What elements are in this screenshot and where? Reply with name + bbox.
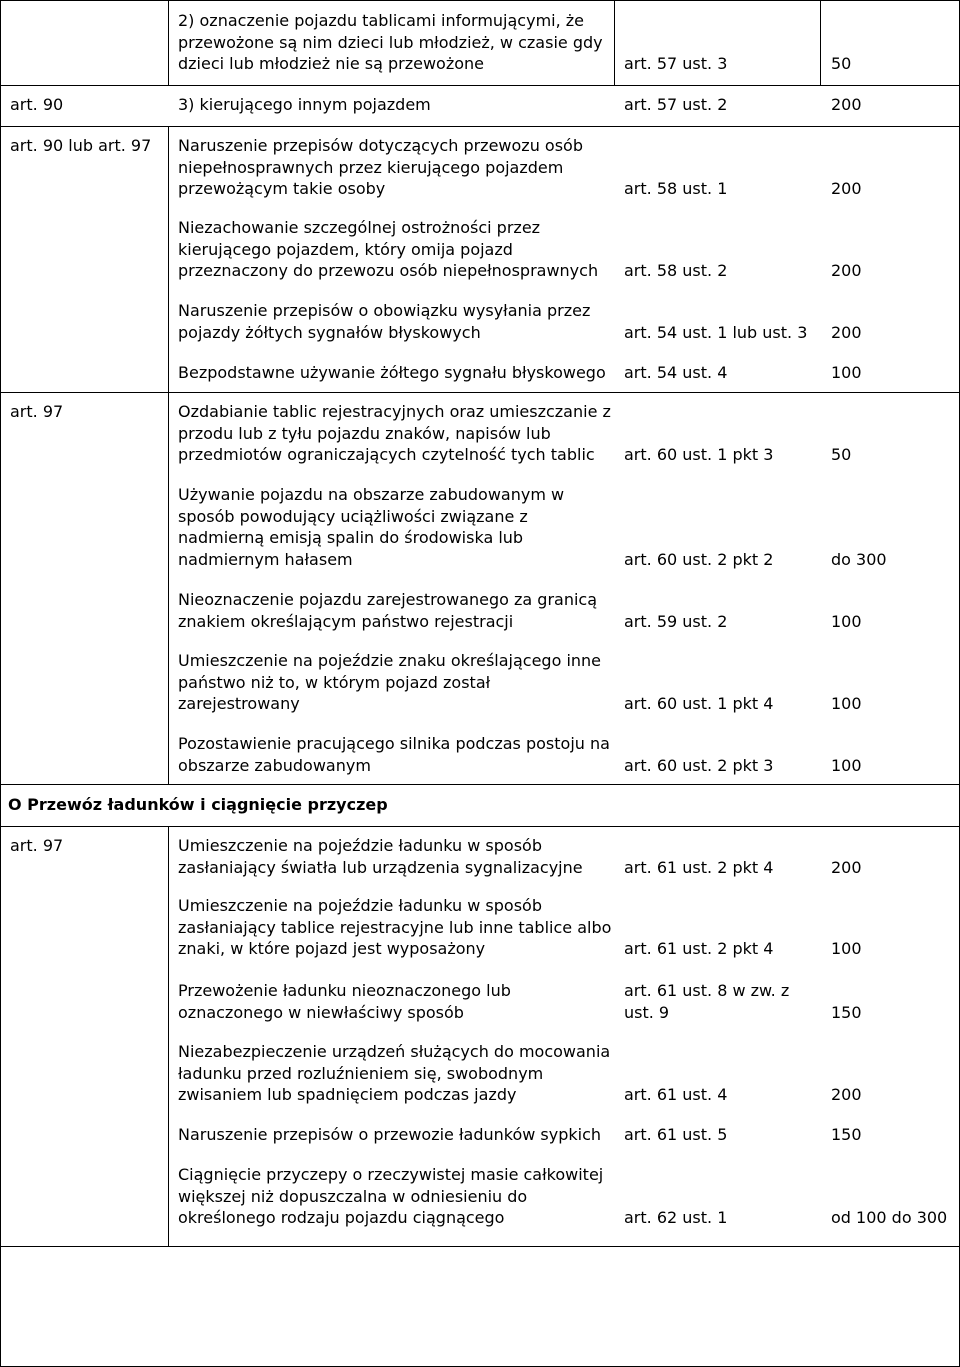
offence-description: Nieoznaczenie pojazdu zarejestrowanego za granicą xyxy=(178,590,598,609)
legal-reference: art. 61 ust. 8 w zw. z xyxy=(624,981,790,1000)
legal-reference: art. 61 ust. 5 xyxy=(624,1125,728,1144)
fine-amount: 200 xyxy=(831,1085,862,1104)
fine-amount: 100 xyxy=(831,363,862,382)
offence-description: nadmiernym hałasem xyxy=(178,549,353,569)
fine-amount: 200 xyxy=(831,857,862,877)
article-cell: art. 97 xyxy=(10,402,64,421)
legal-reference: art. 58 ust. 2 xyxy=(624,261,728,280)
offence-description: 3) kierującego innym pojazdem xyxy=(178,95,431,114)
legal-reference: art. 60 ust. 2 pkt 2 xyxy=(624,549,774,569)
col-divider-amount xyxy=(820,0,821,86)
offence-description: Przewożenie ładunku nieoznaczonego lub xyxy=(178,981,511,1000)
fine-amount: 100 xyxy=(831,939,862,958)
legal-reference: art. 54 ust. 4 xyxy=(624,363,728,382)
offence-description: Ozdabianie tablic rejestracyjnych oraz umieszczanie z xyxy=(178,402,611,421)
legal-reference: art. 61 ust. 4 xyxy=(624,1085,728,1104)
row-divider xyxy=(0,826,960,827)
offence-description: zwisaniem lub spadnięciem podczas jazdy xyxy=(178,1085,517,1104)
offence-description: znaki, w które pojazd jest wyposażony xyxy=(178,939,486,958)
row-divider xyxy=(0,392,960,393)
fine-amount: 200 xyxy=(831,95,862,114)
col-divider-desc xyxy=(168,0,169,86)
fine-amount: 100 xyxy=(831,755,862,775)
col-divider-desc xyxy=(168,126,169,392)
table-border-left xyxy=(0,0,1,1367)
offence-description: zasłaniający światła lub urządzenia sygnalizacyjne xyxy=(178,857,583,877)
offence-description: Naruszenie przepisów dotyczących przewozu osób xyxy=(178,136,583,155)
offence-description: przedmiotów ograniczających czytelność tych tablic xyxy=(178,445,595,464)
article-cell: art. 90 lub art. 97 xyxy=(10,136,152,155)
offence-description: Umieszczenie na pojeździe ładunku w sposób xyxy=(178,836,542,855)
offence-description: Bezpodstawne używanie żółtego sygnału błyskowego xyxy=(178,363,606,382)
offence-description: oznaczonego w niewłaściwy sposób xyxy=(178,1002,464,1022)
fine-amount: 200 xyxy=(831,179,862,198)
offence-description: przodu lub z tyłu pojazdu znaków, napisów lub xyxy=(178,423,551,443)
offence-description: Pozostawienie pracującego silnika podczas postoju na xyxy=(178,734,610,753)
fine-amount: 100 xyxy=(831,694,862,713)
offence-description: Naruszenie przepisów o obowiązku wysyłania przez xyxy=(178,301,591,320)
row-divider xyxy=(0,85,960,86)
col-divider-desc xyxy=(168,826,169,1246)
row-divider xyxy=(0,126,960,127)
section-heading: O Przewóz ładunków i ciągnięcie przyczep xyxy=(8,795,388,814)
article-cell: art. 90 xyxy=(10,95,64,114)
offence-description: przewożone są nim dzieci lub młodzież, w czasie gdy xyxy=(178,32,603,52)
offence-description: określonego rodzaju pojazdu ciągnącego xyxy=(178,1208,505,1227)
offence-description: zarejestrowany xyxy=(178,694,300,713)
offence-description: 2) oznaczenie pojazdu tablicami informującymi, że xyxy=(178,11,585,30)
offence-description: znakiem określającym państwo rejestracji xyxy=(178,611,514,631)
offence-description: kierującego pojazdem, który omija pojazd xyxy=(178,239,513,259)
fine-amount: 150 xyxy=(831,1002,862,1022)
offence-description: nadmierną emisją spalin do środowiska lub xyxy=(178,528,524,547)
row-divider xyxy=(0,1246,960,1247)
legal-reference: art. 57 ust. 3 xyxy=(624,54,728,73)
fine-amount: 50 xyxy=(831,445,852,464)
offence-description: państwo niż to, w którym pojazd został xyxy=(178,672,491,692)
row-divider xyxy=(0,784,960,785)
offence-description: Niezachowanie szczególnej ostrożności przez xyxy=(178,218,541,237)
legal-reference: art. 60 ust. 2 pkt 3 xyxy=(624,755,774,775)
fine-amount: do 300 xyxy=(831,549,887,569)
offence-description: Umieszczenie na pojeździe ładunku w sposób xyxy=(178,896,542,915)
offence-description: Używanie pojazdu na obszarze zabudowanym w xyxy=(178,485,565,504)
offence-description: sposób powodujący uciążliwości związane z xyxy=(178,506,528,526)
legal-reference: art. 61 ust. 2 pkt 4 xyxy=(624,939,774,958)
legal-reference: art. 61 ust. 2 pkt 4 xyxy=(624,857,774,877)
table-border-top xyxy=(0,0,960,1)
fine-amount: od 100 do 300 xyxy=(831,1208,948,1227)
offence-description: Naruszenie przepisów o przewozie ładunków sypkich xyxy=(178,1125,602,1144)
col-divider-desc xyxy=(168,392,169,784)
offence-description: pojazdy żółtych sygnałów błyskowych xyxy=(178,322,481,342)
legal-reference: art. 59 ust. 2 xyxy=(624,611,728,631)
offence-description: dzieci lub młodzież nie są przewożone xyxy=(178,54,485,73)
col-divider-ref xyxy=(614,0,615,86)
offence-description: Niezabezpieczenie urządzeń służących do mocowania xyxy=(178,1042,611,1061)
offence-description: zasłaniający tablice rejestracyjne lub inne tablice albo xyxy=(178,917,612,937)
legal-reference: art. 57 ust. 2 xyxy=(624,95,728,114)
fine-amount: 200 xyxy=(831,261,862,280)
offence-description: Umieszczenie na pojeździe znaku określającego inne xyxy=(178,651,602,670)
offence-description: przeznaczony do przewozu osób niepełnosprawnych xyxy=(178,261,599,280)
offence-description: większej niż dopuszczalna w odniesieniu do xyxy=(178,1186,528,1206)
legal-reference: art. 60 ust. 1 pkt 4 xyxy=(624,694,774,713)
legal-reference: art. 58 ust. 1 xyxy=(624,179,728,198)
offence-description: ładunku przed rozluźnieniem się, swobodnym xyxy=(178,1063,544,1083)
offence-description: obszarze zabudowanym xyxy=(178,755,371,775)
fine-amount: 50 xyxy=(831,54,852,73)
legal-reference: ust. 9 xyxy=(624,1002,670,1022)
article-cell: art. 97 xyxy=(10,836,64,855)
fine-amount: 100 xyxy=(831,611,862,631)
offence-description: przewożącym takie osoby xyxy=(178,179,386,198)
offence-description: Ciągnięcie przyczepy o rzeczywistej masie całkowitej xyxy=(178,1165,604,1184)
offence-description: niepełnosprawnych przez kierującego pojazdem xyxy=(178,157,564,177)
legal-reference: art. 60 ust. 1 pkt 3 xyxy=(624,445,774,464)
legal-reference: art. 54 ust. 1 lub ust. 3 xyxy=(624,322,808,342)
fine-amount: 200 xyxy=(831,322,862,342)
fine-amount: 150 xyxy=(831,1125,862,1144)
legal-reference: art. 62 ust. 1 xyxy=(624,1208,728,1227)
